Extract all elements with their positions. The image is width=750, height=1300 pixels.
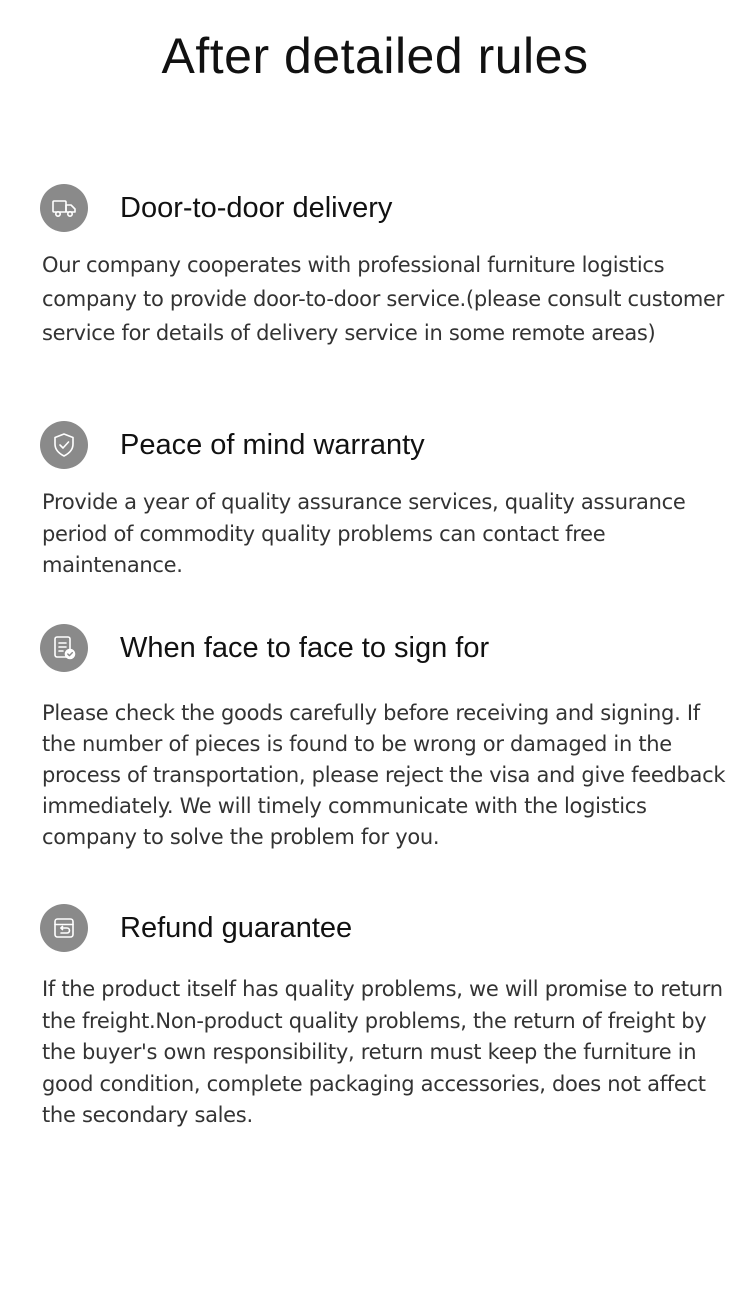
section-body: Provide a year of quality assurance services, quality assurance period of commodity quality problems can contact free maintenance. xyxy=(42,490,686,577)
section-body: If the product itself has quality problems, we will promise to return the freight.Non-product quality problems, the return of freight by the buyer's own responsibility, return must keep the furniture in good condition, complete packaging accessories, does not affect the secondary sales. xyxy=(42,977,723,1127)
shield-check-icon xyxy=(40,421,88,469)
section-peace-of-mind-warranty xyxy=(0,421,750,577)
section-refund-guarantee xyxy=(0,904,750,1127)
section-header xyxy=(0,624,750,676)
section-header xyxy=(0,184,750,236)
return-box-icon xyxy=(40,904,88,952)
document-check-icon xyxy=(40,624,88,672)
section-body: Our company cooperates with professional furniture logistics company to provide door-to-door service.(please consult customer service for details of delivery service in some remote areas) xyxy=(42,253,725,345)
delivery-truck-icon xyxy=(40,184,88,232)
section-heading: When face to face to sign for xyxy=(120,632,490,664)
section-header xyxy=(0,421,750,473)
page-title: After detailed rules xyxy=(161,28,589,84)
section-face-to-face-sign xyxy=(0,624,750,849)
section-heading: Door-to-door delivery xyxy=(120,192,393,224)
section-heading: Refund guarantee xyxy=(120,912,353,944)
section-header xyxy=(0,904,750,956)
section-heading: Peace of mind warranty xyxy=(120,429,425,461)
section-door-to-door-delivery xyxy=(0,184,750,345)
section-body: Please check the goods carefully before receiving and signing. If the number of pieces is found to be wrong or damaged in the process of transportation, please reject the visa and give feedback immediately. We will timely communicate with the logistics company to solve the problem for you. xyxy=(42,701,726,849)
